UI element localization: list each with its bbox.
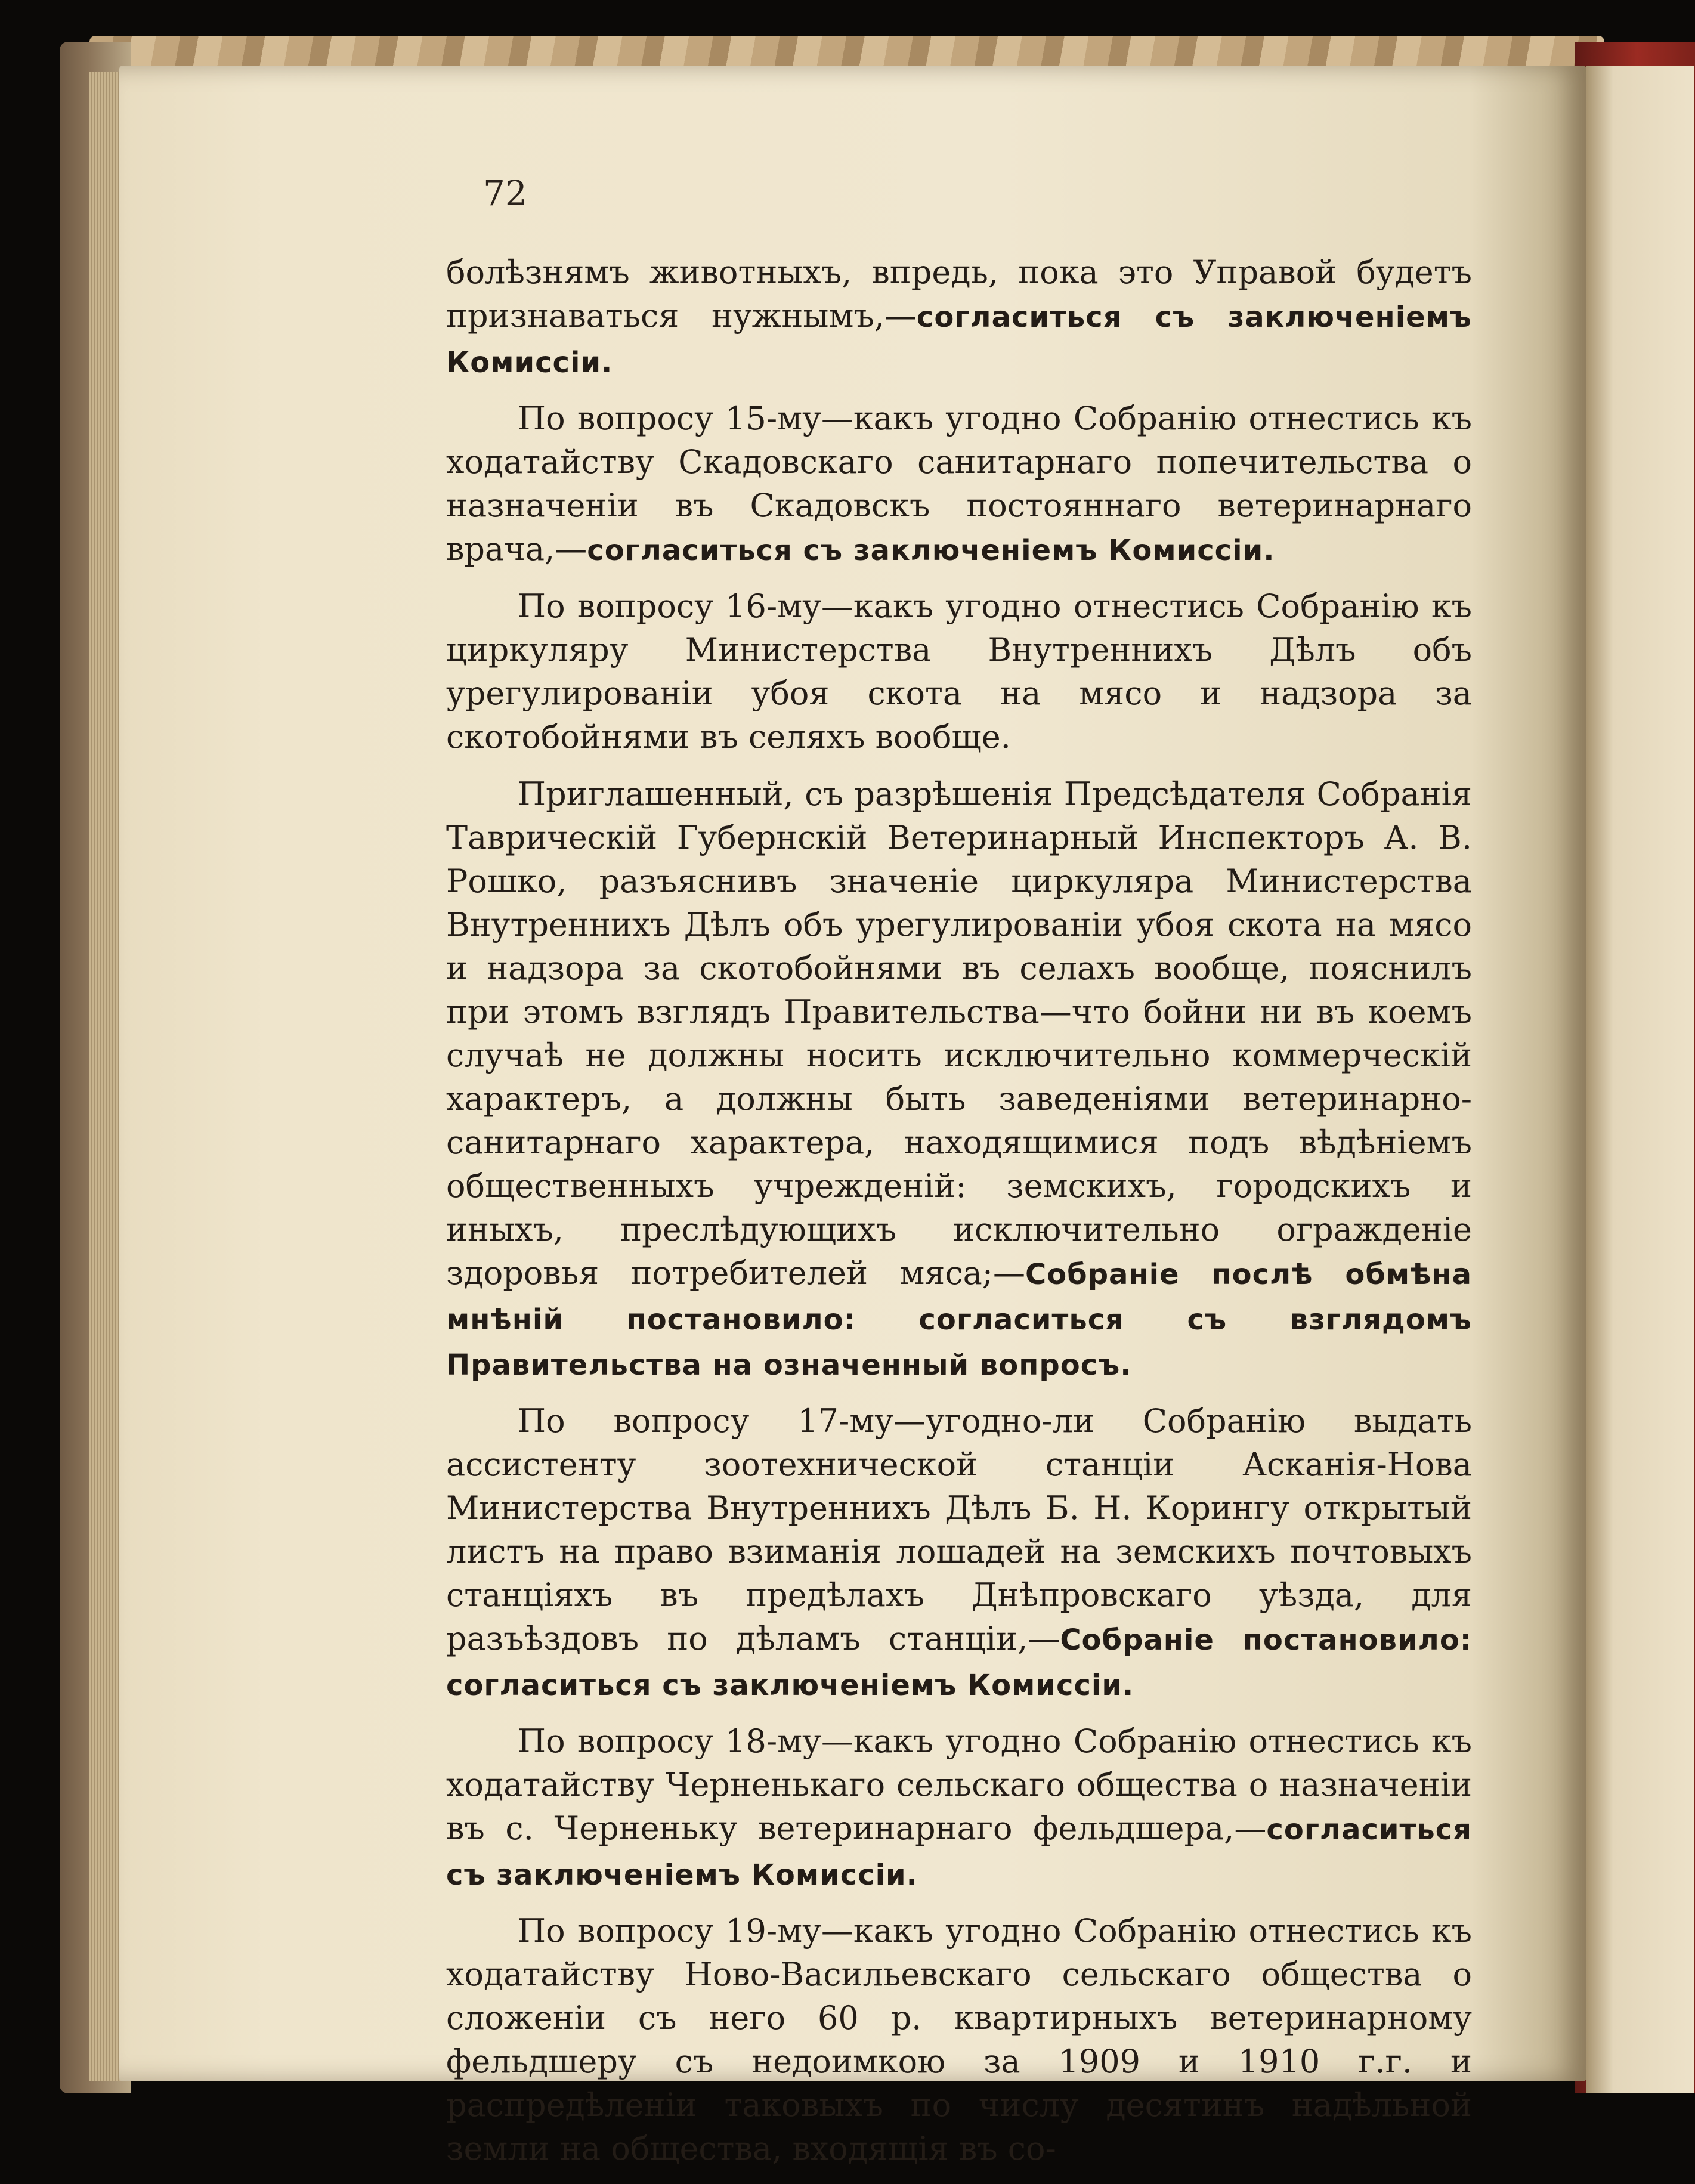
page-text [446, 250, 1472, 2184]
paragraph-resolution: согласиться съ заключеніемъ Комиссіи. [446, 1813, 1472, 1892]
paragraph-text: Приглашенный, съ разрѣшенія Предсѣдателя Собранія Таврическій Губернскій Ветеринарный Инспекторъ А. В. Рошко, разъяснивъ значеніе циркуляра Министерства Внутреннихъ Дѣлъ объ урегулированіи убоя скота на мясо и надзора за скотобойнями въ селахъ вообще, пояснилъ при этомъ взглядъ Правительства—что бойни ни въ коемъ случаѣ не должны носить исключительно коммерческій характеръ, а должны быть заведеніями ветеринарно-санитарнаго характера, находящимися подъ вѣдѣніемъ общественныхъ учрежденій: земскихъ, городскихъ и иныхъ, преслѣдующихъ исключительно огражденіе здоровья потребителей мяса;— [446, 775, 1472, 1292]
facing-page-edge [1586, 66, 1694, 2093]
paragraph [446, 1909, 1472, 2172]
paragraph-resolution: Собраніе постановило: согласиться съ заключеніемъ Комиссіи. [446, 1623, 1472, 1702]
paragraph-text: По вопросу 17-му—угодно-ли Собранію выдать ассистенту зоотехнической станціи Асканія-Нова Министерства Внутреннихъ Дѣлъ Б. Н. Корингу открытый листъ на право взиманія лошадей на земскихъ почтовыхъ станціяхъ въ предѣлахъ Днѣпровскаго уѣзда, для разъѣздовъ по дѣламъ станціи,— [446, 1402, 1472, 1657]
paragraph [446, 1719, 1472, 1897]
paragraph-text: По вопросу 16-му—какъ угодно отнестись Собранію къ циркуляру Министерства Внутреннихъ Дѣлъ объ урегулированіи убоя скота на мясо и надзора за скотобойнями въ селяхъ вообще. [446, 587, 1472, 756]
paragraph [446, 584, 1472, 760]
paragraph-text: По вопросу 15-му—какъ угодно Собранію отнестись къ ходатайству Скадовскаго санитарнаго попечительства о назначеніи въ Скадовскъ постояннаго ветеринарнаго врача,— [446, 400, 1472, 568]
paragraph-resolution: согласиться съ заключеніемъ Комиссіи. [446, 301, 1473, 379]
page-number: 72 [483, 173, 527, 214]
paragraph [446, 1399, 1472, 1707]
paragraph-text: По вопросу 19-му—какъ угодно Собранію отнестись къ ходатайству Ново-Васильевскаго сельскаго общества о сложеніи съ него 60 р. квартирныхъ ветеринарному фельдшеру съ недоимкою за 1909 и 1910 г.г. и распредѣленіи таковыхъ по числу десятинъ надѣльной земли на общества, входящія въ со- [446, 1912, 1472, 2167]
paragraph-text: По вопросу 18-му—какъ угодно Собранію отнестись къ ходатайству Черненькаго сельскаго общества о назначеніи въ с. Черненьку ветеринарнаго фельдшера,— [446, 1722, 1472, 1847]
paragraph [446, 772, 1472, 1387]
paragraph-text: болѣзнямъ животныхъ, впредь, пока это Управой будетъ признаваться нужнымъ,— [446, 253, 1472, 335]
paragraph [446, 397, 1472, 573]
paragraph [446, 250, 1472, 385]
paragraph-resolution: Собраніе послѣ обмѣна мнѣній постановило: согласиться съ взглядомъ Правительства на означенный вопросъ. [446, 1258, 1472, 1382]
paragraph-resolution: согласиться съ заключеніемъ Комиссіи. [587, 534, 1275, 567]
